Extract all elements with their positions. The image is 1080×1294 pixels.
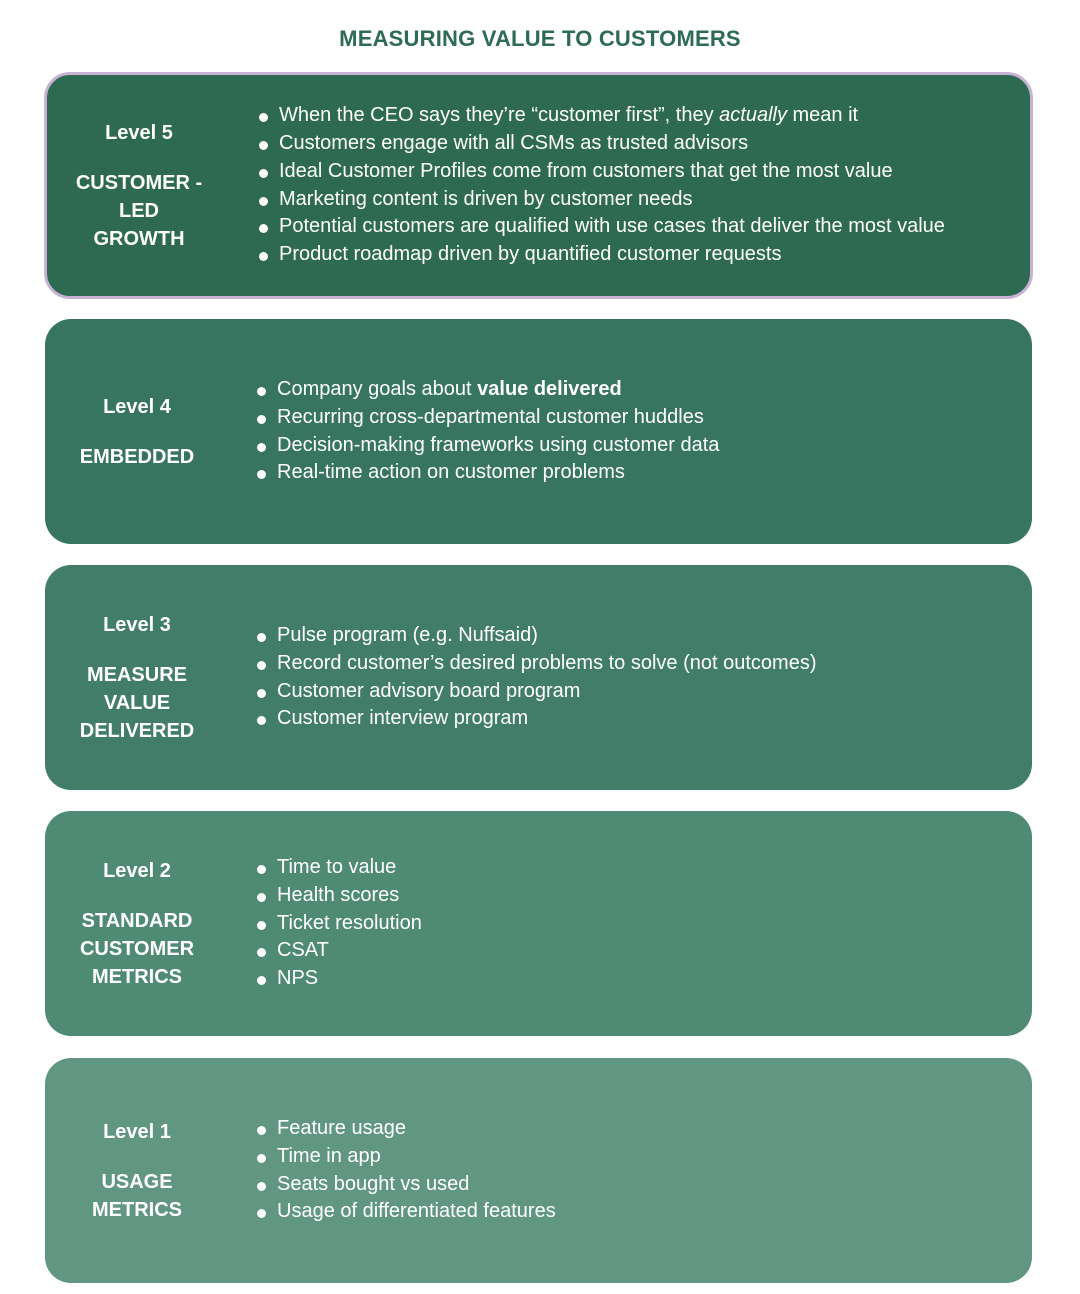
level-label [47, 119, 231, 253]
list-item [257, 432, 719, 460]
level-label [45, 1118, 229, 1224]
bullet-icon [257, 1154, 266, 1163]
list-item [257, 459, 719, 487]
level-number: Level 3 [103, 613, 171, 636]
list-item [259, 241, 945, 269]
item-text: Time to value [277, 856, 397, 878]
list-item [259, 186, 945, 214]
item-text: Seats bought vs used [277, 1172, 470, 1195]
bullet-icon [257, 387, 266, 396]
bullet-icon [257, 893, 266, 902]
list-item [257, 937, 422, 965]
item-text: Product roadmap driven by quantified customer requests [279, 243, 782, 266]
bullet-icon [257, 689, 266, 698]
bullet-icon [259, 224, 268, 233]
item-text: CSAT [277, 939, 329, 962]
item-text: Marketing content is driven by customer needs [279, 187, 693, 210]
level-name: USAGE METRICS [92, 1170, 182, 1221]
list-item [259, 102, 945, 130]
item-text: NPS [277, 967, 319, 990]
bullet-icon [257, 1209, 266, 1218]
item-text: When the CEO says they’re “customer first”, they [279, 104, 720, 127]
level-1-card [45, 1058, 1032, 1283]
list-item [257, 965, 422, 993]
level-number: Level 1 [103, 1120, 171, 1143]
bullet-icon [259, 141, 268, 150]
item-text: Pulse program (e.g. Nuffsaid) [277, 623, 538, 646]
item-strong: value delivered [477, 377, 622, 400]
practice-list [257, 1115, 556, 1226]
level-number: Level 5 [105, 121, 173, 144]
bullet-icon [257, 661, 266, 670]
item-text: Feature usage [277, 1116, 406, 1139]
list-item [257, 1143, 556, 1171]
level-name: EMBEDDED [79, 445, 195, 468]
level-4-card [45, 319, 1032, 544]
bullet-icon [259, 169, 268, 178]
level-label [45, 857, 229, 991]
list-item [257, 882, 422, 910]
list-item [257, 622, 817, 650]
bullet-icon [257, 921, 266, 930]
level-3-card [45, 565, 1032, 790]
item-text: Time in app [277, 1144, 381, 1167]
bullet-icon [257, 633, 266, 642]
practice-list [257, 376, 719, 487]
item-text: Record customer’s desired problems to solve (not outcomes) [277, 651, 817, 674]
list-item [257, 404, 719, 432]
bullet-icon [257, 716, 266, 725]
bullet-icon [257, 443, 266, 452]
item-text: Customer interview program [277, 707, 529, 730]
list-item [257, 1115, 556, 1143]
level-label [45, 393, 229, 471]
item-text: Decision-making frameworks using customer data [277, 433, 720, 456]
list-item [257, 1198, 556, 1226]
bullet-icon [259, 113, 268, 122]
list-item [257, 705, 817, 733]
bullet-icon [257, 948, 266, 957]
item-text: Company goals about [277, 377, 478, 400]
level-5-card [44, 72, 1033, 299]
bullet-icon [259, 197, 268, 206]
level-2-card [45, 811, 1032, 1036]
item-text: Recurring cross-departmental customer huddles [277, 405, 704, 428]
bullet-icon [257, 415, 266, 424]
level-name: MEASURE VALUE DELIVERED [79, 663, 195, 742]
item-text: Ideal Customer Profiles come from customers that get the most value [279, 159, 893, 182]
item-text: Real-time action on customer problems [277, 461, 625, 484]
list-item [257, 854, 422, 882]
level-label [45, 611, 229, 745]
bullet-icon [259, 252, 268, 261]
item-emphasis: actually [719, 104, 787, 127]
list-item [257, 650, 817, 678]
bullet-icon [257, 1182, 266, 1191]
item-text-end: mean it [786, 104, 859, 127]
item-text: Customer advisory board program [277, 679, 581, 702]
bullet-icon [257, 470, 266, 479]
list-item [257, 910, 422, 938]
list-item [259, 213, 945, 241]
level-name: CUSTOMER - LED GROWTH [75, 171, 203, 250]
bullet-icon [257, 976, 266, 985]
level-number: Level 4 [103, 395, 171, 418]
item-text: Ticket resolution [277, 911, 422, 934]
list-item [257, 678, 817, 706]
practice-list [259, 102, 945, 269]
practice-list [257, 854, 422, 993]
item-text: Customers engage with all CSMs as trusted advisors [279, 131, 749, 154]
list-item [259, 130, 945, 158]
bullet-icon [257, 865, 266, 874]
list-item [257, 1171, 556, 1199]
item-text: Potential customers are qualified with use cases that deliver the most value [279, 215, 945, 238]
level-name: STANDARD CUSTOMER METRICS [79, 909, 195, 988]
list-item [257, 376, 719, 404]
diagram-title: MEASURING VALUE TO CUSTOMERS [339, 26, 741, 51]
level-number: Level 2 [103, 859, 171, 882]
list-item [259, 158, 945, 186]
practice-list [257, 622, 817, 733]
bullet-icon [257, 1126, 266, 1135]
item-text: Usage of differentiated features [277, 1200, 556, 1223]
item-text: Health scores [277, 883, 400, 906]
